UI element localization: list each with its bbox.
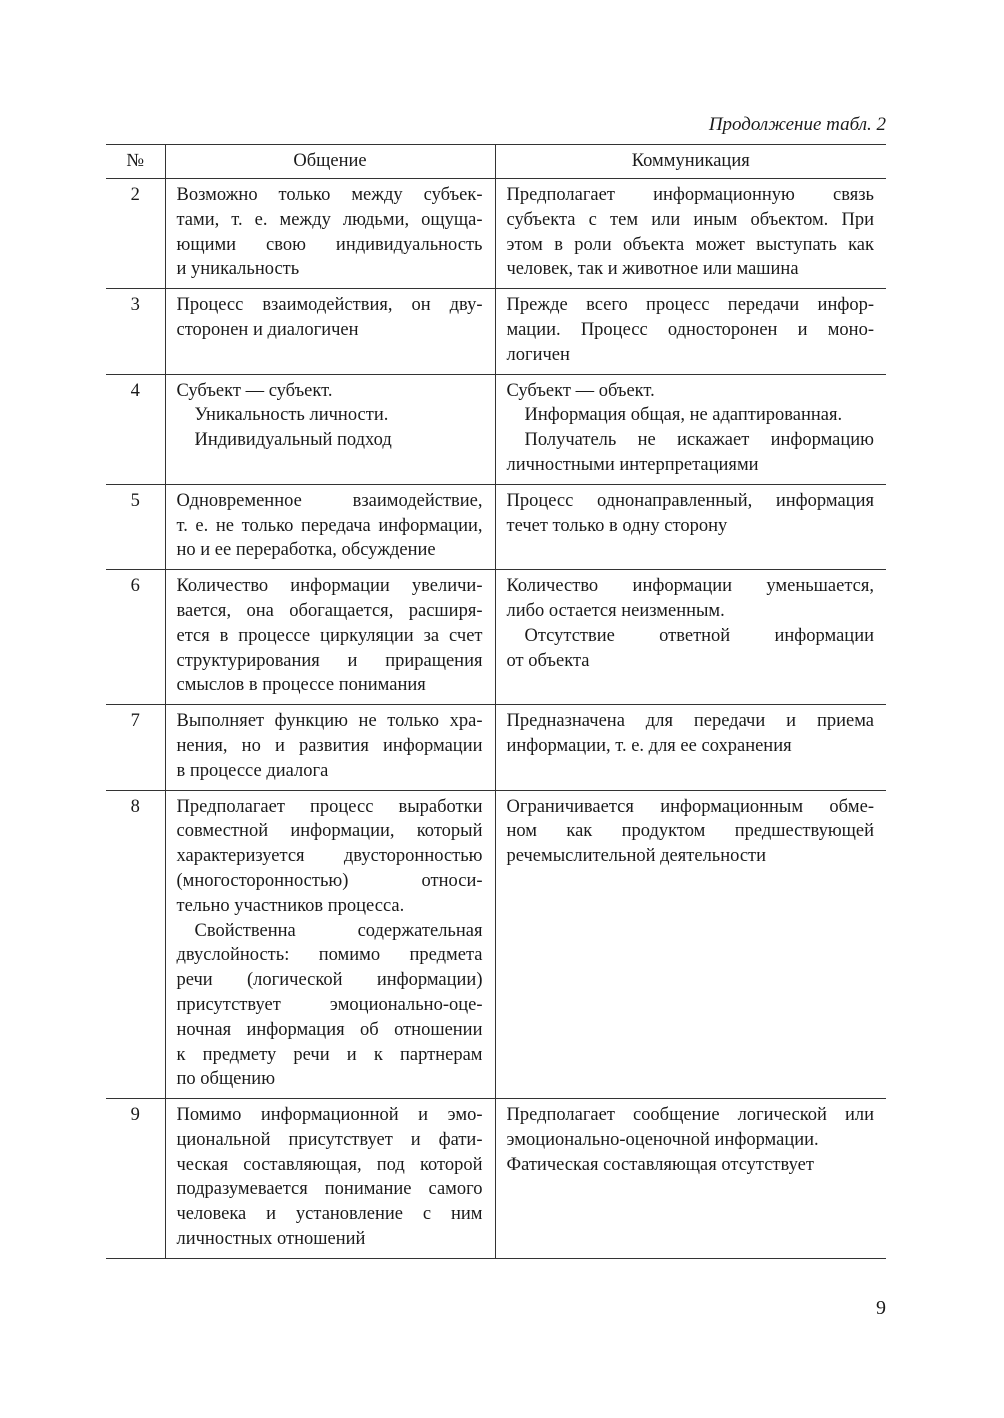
cell-obshchenie [165, 705, 495, 790]
cell-text-line: Субъект — субъект. [176, 380, 333, 401]
row-number: 4 [106, 374, 165, 484]
header-obshchenie: Общение [165, 145, 495, 179]
table-row [106, 1099, 886, 1259]
cell-text-line: но и ее переработка, обсуждение [176, 540, 436, 561]
cell-text-line: Отсутствие ответной информации [524, 625, 874, 646]
cell-text-line: Прежде всего процесс передачи инфор- [506, 295, 874, 316]
cell-kommunikatsiya [495, 179, 886, 289]
cell-text-line: т. е. не только передача информации, [176, 515, 483, 536]
cell-text-line: ческая составляющая, под которой [176, 1154, 483, 1175]
cell-text-line: Предназначена для передачи и приема [506, 711, 874, 732]
cell-text-line: двуслойность: помимо предмета [176, 945, 483, 966]
table-header-row [106, 145, 886, 179]
cell-text-line: ющими свою индивидуальность [176, 234, 483, 255]
cell-text-line: (многосторонностью) относи- [176, 870, 483, 891]
cell-text-line: человек, так и животное или машина [506, 259, 799, 280]
row-number: 5 [106, 484, 165, 569]
cell-text-line: личностными интерпретациями [506, 454, 759, 475]
cell-text-line: Процесс однонаправленный, информация [506, 490, 874, 511]
cell-obshchenie [165, 289, 495, 374]
cell-text-line: субъекта с тем или иным объектом. При [506, 209, 874, 230]
cell-kommunikatsiya [495, 705, 886, 790]
cell-text-line: Одновременное взаимодействие, [176, 490, 483, 511]
cell-text-line: присутствует эмоционально-оце- [176, 994, 483, 1015]
row-number: 8 [106, 790, 165, 1099]
cell-text-line: Ограничивается информационным обме- [506, 796, 874, 817]
cell-text-line: Процесс взаимодействия, он дву- [176, 295, 483, 316]
cell-obshchenie [165, 790, 495, 1099]
table-row [106, 484, 886, 569]
page-number: 9 [876, 1297, 886, 1319]
comparison-table [106, 144, 886, 1259]
cell-text-line: Фатическая составляющая отсутствует [506, 1154, 814, 1175]
cell-text-line: мации. Процесс односторонен и моно- [506, 319, 874, 340]
cell-obshchenie [165, 179, 495, 289]
cell-obshchenie [165, 484, 495, 569]
cell-text-line: подразумевается понимание самого [176, 1179, 483, 1200]
cell-text-line: совместной информации, который [176, 821, 483, 842]
cell-text-line: человека и установление с ним [176, 1204, 483, 1225]
row-number: 9 [106, 1099, 165, 1259]
row-number: 7 [106, 705, 165, 790]
cell-obshchenie [165, 570, 495, 705]
cell-text-line: нения, но и развития информации [176, 735, 483, 756]
table-row [106, 179, 886, 289]
cell-text-line: речи (логической информации) [176, 970, 483, 991]
cell-kommunikatsiya [495, 484, 886, 569]
table-row [106, 790, 886, 1099]
cell-text-line: течет только в одну сторону [506, 515, 728, 536]
cell-text-line: ночная информация об отношении [176, 1019, 483, 1040]
cell-kommunikatsiya [495, 1099, 886, 1259]
cell-obshchenie [165, 374, 495, 484]
header-number: № [106, 145, 165, 179]
cell-text-line: характеризуется двусторонностью [176, 846, 483, 867]
cell-text-line: эмоционально-оценочной информации. [506, 1129, 819, 1150]
cell-text-line: тами, т. е. между людьми, ощуща- [176, 209, 483, 230]
cell-text-line: и уникальность [176, 259, 300, 280]
cell-text-line: Уникальность личности. [194, 405, 389, 426]
cell-kommunikatsiya [495, 289, 886, 374]
cell-text-line: Количество информации увеличи- [176, 576, 483, 597]
cell-text-line: ется в процессе циркуляции за счет [176, 625, 483, 646]
header-kommunikatsiya: Коммуникация [495, 145, 886, 179]
cell-text-line: тельно участников процесса. [176, 895, 405, 916]
cell-kommunikatsiya [495, 790, 886, 1099]
cell-text-line: информации, т. е. для ее сохранения [506, 735, 792, 756]
cell-text-line: по общению [176, 1069, 276, 1090]
cell-text-line: Возможно только между субъек- [176, 185, 483, 205]
cell-text-line: в процессе диалога [176, 760, 329, 781]
table-continuation-caption: Продолжение табл. 2 [708, 114, 886, 135]
table-row [106, 705, 886, 790]
cell-text-line: Предполагает процесс выработки [176, 796, 483, 817]
table-row [106, 570, 886, 705]
cell-text-line: смыслов в процессе понимания [176, 675, 426, 696]
cell-text-line: Информация общая, не адаптированная. [524, 405, 843, 426]
cell-obshchenie [165, 1099, 495, 1259]
cell-text-line: либо остается неизменным. [506, 600, 725, 621]
cell-text-line: логичен [506, 344, 570, 365]
cell-text-line: Выполняет функцию не только хра- [176, 711, 483, 732]
row-number: 6 [106, 570, 165, 705]
cell-text-line: Количество информации уменьшается, [506, 576, 874, 597]
cell-text-line: личностных отношений [176, 1229, 366, 1250]
table-row [106, 374, 886, 484]
cell-text-line: к предмету речи и к партнерам [176, 1044, 483, 1065]
row-number: 2 [106, 179, 165, 289]
cell-text-line: Субъект — объект. [506, 380, 655, 401]
cell-text-line: Получатель не искажает информацию [524, 430, 874, 451]
cell-text-line: циональной присутствует и фати- [176, 1129, 483, 1150]
table-body [106, 179, 886, 1259]
cell-kommunikatsiya [495, 374, 886, 484]
cell-kommunikatsiya [495, 570, 886, 705]
cell-text-line: вается, она обогащается, расширя- [176, 600, 483, 621]
cell-text-line: Свойственна содержательная [194, 920, 483, 941]
table-row [106, 289, 886, 374]
cell-text-line: структурирования и приращения [176, 650, 483, 671]
cell-text-line: от объекта [506, 650, 590, 671]
cell-text-line: сторонен и диалогичен [176, 319, 359, 340]
row-number: 3 [106, 289, 165, 374]
cell-text-line: Предполагает сообщение логической или [506, 1105, 874, 1126]
cell-text-line: Предполагает информационную связь [506, 185, 874, 205]
cell-text-line: Индивидуальный подход [194, 430, 392, 451]
cell-text-line: ном как продуктом предшествующей [506, 821, 874, 842]
cell-text-line: Помимо информационной и эмо- [176, 1105, 483, 1126]
cell-text-line: речемыслительной деятельности [506, 846, 767, 867]
cell-text-line: этом в роли объекта может выступать как [506, 234, 874, 255]
